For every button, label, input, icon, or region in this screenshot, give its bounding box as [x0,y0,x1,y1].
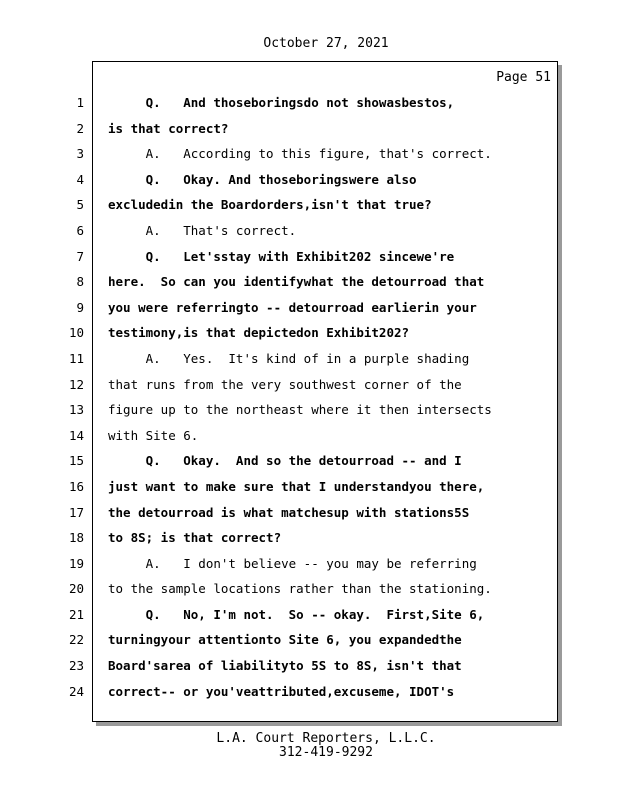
line-text: that runs from the very southwest corner of the [108,376,462,392]
transcript-date: October 27, 2021 [263,36,389,51]
transcript-line [0,448,618,474]
transcript-line [0,346,618,372]
transcript-line [0,116,618,142]
line-text: to the sample locations rather than the stationing. [108,581,492,597]
line-text: is that correct? [108,120,229,136]
transcript-line [0,653,618,679]
line-text: A. That's correct. [108,222,297,238]
line-number: 18 [68,530,84,546]
line-number: 2 [76,120,84,136]
line-text: Board'sarea of liabilityto 5S to 8S, isn't that [108,658,462,674]
reporter-company: L.A. Court Reporters, L.L.C. [216,731,436,746]
line-number: 21 [68,606,84,622]
line-number: 1 [76,95,84,110]
reporter-phone: 312-419-9292 [279,745,373,760]
line-number: 8 [76,274,84,290]
line-text: you were referringto -- detourroad earlierin your [108,299,477,315]
transcript-line [0,90,618,116]
transcript-line [0,192,618,218]
transcript-line [0,141,618,167]
footer [0,732,618,760]
line-number: 11 [68,350,84,366]
line-number: 10 [68,325,84,341]
transcript-line [0,320,618,346]
transcript-line [0,551,618,577]
line-text: here. So can you identifywhat the detourroad that [108,274,485,290]
line-text: to 8S; is that correct? [108,530,282,546]
line-text: testimony,is that depictedon Exhibit202? [108,325,410,341]
line-number: 3 [76,146,84,162]
transcript-line [0,218,618,244]
transcript-line [0,525,618,551]
line-number: 7 [76,248,84,264]
transcript-line [0,500,618,526]
line-text: Q. Okay. And so the detourroad -- and I [108,453,462,469]
line-number: 24 [68,683,84,699]
line-text: Q. Okay. And thoseboringswere also [108,171,417,187]
line-number: 19 [68,555,84,571]
line-number: 17 [68,504,84,520]
line-number: 5 [76,197,84,213]
line-text: excludedin the Boardorders,isn't that true? [108,197,432,213]
line-number: 12 [68,376,84,392]
line-text: turningyour attentionto Site 6, you expandedthe [108,632,462,648]
line-text: A. I don't believe -- you may be referring [108,555,477,571]
transcript-line [0,474,618,500]
line-text: with Site 6. [108,427,199,443]
transcript-line [0,167,618,193]
line-text: Q. And thoseboringsdo not showasbestos, [108,95,455,110]
line-text: correct-- or you'veattributed,excuseme, IDOT's [108,683,455,699]
line-number: 15 [68,453,84,469]
line-text: A. According to this figure, that's correct. [108,146,492,162]
line-number: 16 [68,478,84,494]
transcript-line [0,627,618,653]
line-number: 13 [68,402,84,418]
line-text: the detourroad is what matchesup with stations5S [108,504,470,520]
line-number: 9 [76,299,84,315]
transcript-line [0,269,618,295]
line-number: 20 [68,581,84,597]
line-text: Q. No, I'm not. So -- okay. First,Site 6, [108,606,485,622]
line-number: 23 [68,658,84,674]
line-text: Q. Let'sstay with Exhibit202 sincewe're [108,248,455,264]
transcript-line [0,244,618,270]
line-number: 4 [76,171,84,187]
line-number: 14 [68,427,84,443]
line-number: 22 [68,632,84,648]
transcript-line [0,397,618,423]
transcript-line [0,576,618,602]
transcript-lines [0,90,618,704]
transcript-line [0,295,618,321]
transcript-line [0,602,618,628]
transcript-line [0,423,618,449]
line-text: just want to make sure that I understandyou there, [108,478,485,494]
line-number: 6 [76,222,84,238]
page-number: Page 51 [496,70,551,85]
line-text: A. Yes. It's kind of in a purple shading [108,350,470,366]
transcript-line [0,372,618,398]
transcript-line [0,679,618,705]
line-text: figure up to the northeast where it then intersects [108,402,492,418]
